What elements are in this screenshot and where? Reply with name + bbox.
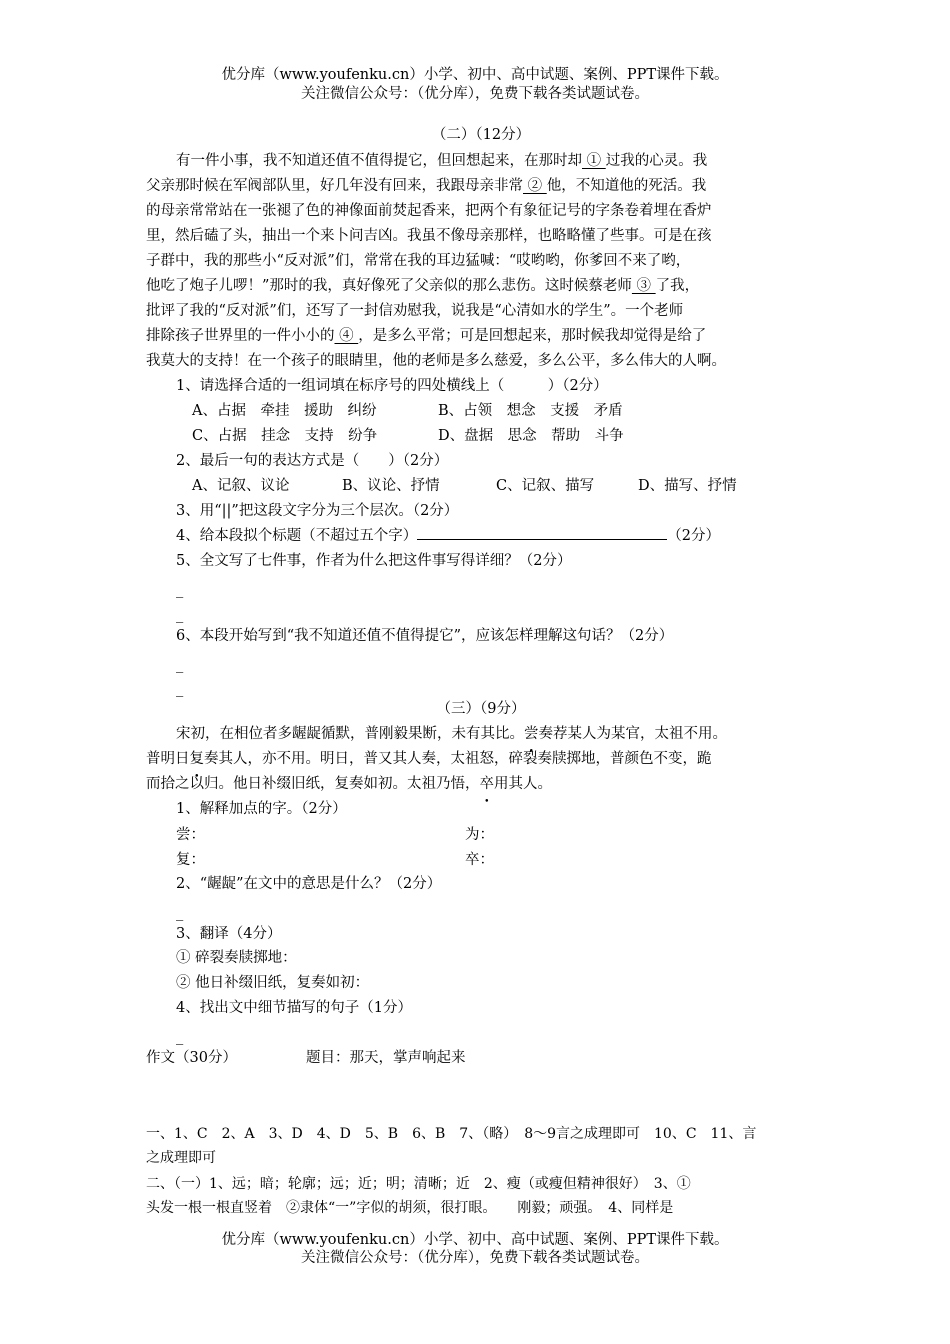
s3-words-row-2: 复： 卒： (176, 852, 494, 868)
s2-passage-line-8: 排除孩子世界里的一件小小的 ④ ，是多么平常；可是回想起来，那时候我却觉得是给了 (146, 328, 707, 344)
answers-line-2: 之成理即可 (146, 1150, 216, 1166)
blank-4: ④ (334, 328, 359, 344)
s2-q1: 1、请选择合适的一组词填在标序号的四处横线上（ ）（2分） (176, 378, 608, 394)
option-d: D、盘据 思念 帮助 斗争 (438, 428, 624, 444)
dotted-char-zu: 卒 (479, 776, 494, 792)
s2-q3: 3、用“||”把这段文字分为三个层次。（2分） (176, 503, 459, 519)
blank-1: ① (582, 153, 606, 169)
answer-blank[interactable]: _ (176, 681, 184, 697)
section2-title: （二）（12分） (431, 127, 531, 143)
essay-row (146, 1046, 816, 1070)
s2-q5: 5、全文写了七件事，作者为什么把这件事写得详细？（2分） (176, 553, 572, 569)
blank-3: ③ (631, 278, 656, 294)
answer-blank[interactable]: _ (176, 607, 184, 623)
footer-line-2: 关注微信公众号：（优分库），免费下载各类试题试卷。 (301, 1250, 649, 1266)
s2-q6: 6、本段开始写到“我不知道还值不值得提它”，应该怎样理解这句话？（2分） (176, 628, 674, 644)
essay-topic: 题目：那天，掌声响起来 (306, 1050, 466, 1066)
s2-q2-options: A、记叙、议论 B、议论、抒情 C、记叙、描写 D、描写、抒情 (192, 478, 737, 494)
s3-words-row-1: 尝： 为： (176, 827, 494, 843)
s3-passage-line-2: 普明日复奏其人，亦不用。明日，普又其人奏，太祖怒，碎裂奏牍掷地，普颜色不变，跪 (146, 751, 712, 767)
s2-passage-line-7: 批评了我的“反对派”们，还写了一封信劝慰我，说我是“心清如水的学生”。一个老师 (146, 303, 684, 319)
s3-q2: 2、“龌龊”在文中的意思是什么？（2分） (176, 876, 442, 892)
answer-blank[interactable]: _ (176, 905, 184, 921)
s2-passage-line-2: 父亲那时候在军阀部队里，好几年没有回来，我跟母亲非常 ② 他，不知道他的死活。我 (146, 178, 707, 194)
blank-2: ② (523, 178, 547, 194)
s3-passage-line-3: 而拾之以归。他日补缀旧纸，复奏如初。太祖乃悟，卒用其人。 (146, 776, 552, 792)
s2-q4: 4、给本段拟个标题（不超过五个字） （2分） (146, 524, 816, 548)
option-c: C、占据 挂念 支持 纷争 (192, 428, 378, 444)
section3-title: （三）（9分） (436, 701, 526, 717)
s3-q4: 4、找出文中细节描写的句子（1分） (176, 1000, 412, 1016)
dotted-char-fu: 复 (189, 751, 204, 767)
answers-line-1: 一、1、C 2、A 3、D 4、D 5、B 6、B 7、（略） 8～9言之成理即可 10、C 11、言 (146, 1126, 757, 1142)
s2-q2: 2、最后一句的表达方式是（ ）（2分） (176, 453, 449, 469)
answer-blank[interactable]: _ (176, 657, 184, 673)
s2-passage-line-1: 有一件小事，我不知道还值不值得提它，但回想起来，在那时却 ① 过我的心灵。我 (176, 153, 708, 169)
s3-passage-line-1: 宋初，在相位者多龌龊循默，普刚毅果断，未有其比。尝奏荐某人为某官，太祖不用。 (176, 726, 727, 742)
s2-passage-line-4: 里，然后磕了头，抽出一个来卜问吉凶。我虽不像母亲那样，也略略懂了些事。可是在孩 (146, 228, 712, 244)
title-answer-line[interactable] (417, 525, 667, 540)
footer-line-1: 优分库（www.youfenku.cn）小学、初中、高中试题、案例、PPT课件下载。 (221, 1232, 729, 1248)
s2-passage-line-3: 的母亲常常站在一张褪了色的神像面前焚起香来，把两个有象征记号的字条卷着埋在香炉 (146, 203, 712, 219)
s2-passage-line-9: 我莫大的支持！在一个孩子的眼睛里，他的老师是多么慈爱，多么公平，多么伟大的人啊。 (146, 353, 726, 369)
header-line-1: 优分库（www.youfenku.cn）小学、初中、高中试题、案例、PPT课件下载。 (221, 67, 729, 83)
s3-q3-item-2: ② 他日补缀旧纸，复奏如初： (176, 975, 370, 991)
answer-blank[interactable]: _ (176, 582, 184, 598)
s2-passage-line-6: 他吃了炮子儿啰！”那时的我，真好像死了父亲似的那么悲伤。这时候蔡老师 ③ 了我， (146, 278, 700, 294)
answer-blank[interactable]: _ (176, 1029, 184, 1045)
s2-passage-line-5: 子群中，我的那些小“反对派”们，常常在我的耳边猛喊：“哎哟哟，你爹回不来了哟， (146, 253, 691, 269)
answers-line-3: 二、（一）1、远；暗；轮廓；远；近；明；清晰；近 2、瘦（或瘦但精神很好） 3、① (146, 1176, 691, 1192)
dotted-char-chang: 尝 (524, 726, 539, 742)
essay-label: 作文（30分） (146, 1050, 237, 1066)
s3-q1: 1、解释加点的字。（2分） (176, 801, 347, 817)
s2-q1-options-cd (146, 424, 816, 448)
s3-q3-item-1: ① 碎裂奏牍掷地： (176, 950, 297, 966)
s3-q3: 3、翻译（4分） (176, 926, 282, 942)
answers-line-4: 头发一根一根直竖着 ②隶体“一”字似的胡须，很打眼。 刚毅；顽强。 4、同样是 (146, 1200, 674, 1216)
header-line-2: 关注微信公众号：（优分库），免费下载各类试题试卷。 (301, 86, 649, 102)
option-a: A、占据 牵挂 援助 纠纷 (192, 403, 377, 419)
s2-q1-options-ab (146, 399, 816, 423)
option-b: B、占领 想念 支援 矛盾 (438, 403, 623, 419)
